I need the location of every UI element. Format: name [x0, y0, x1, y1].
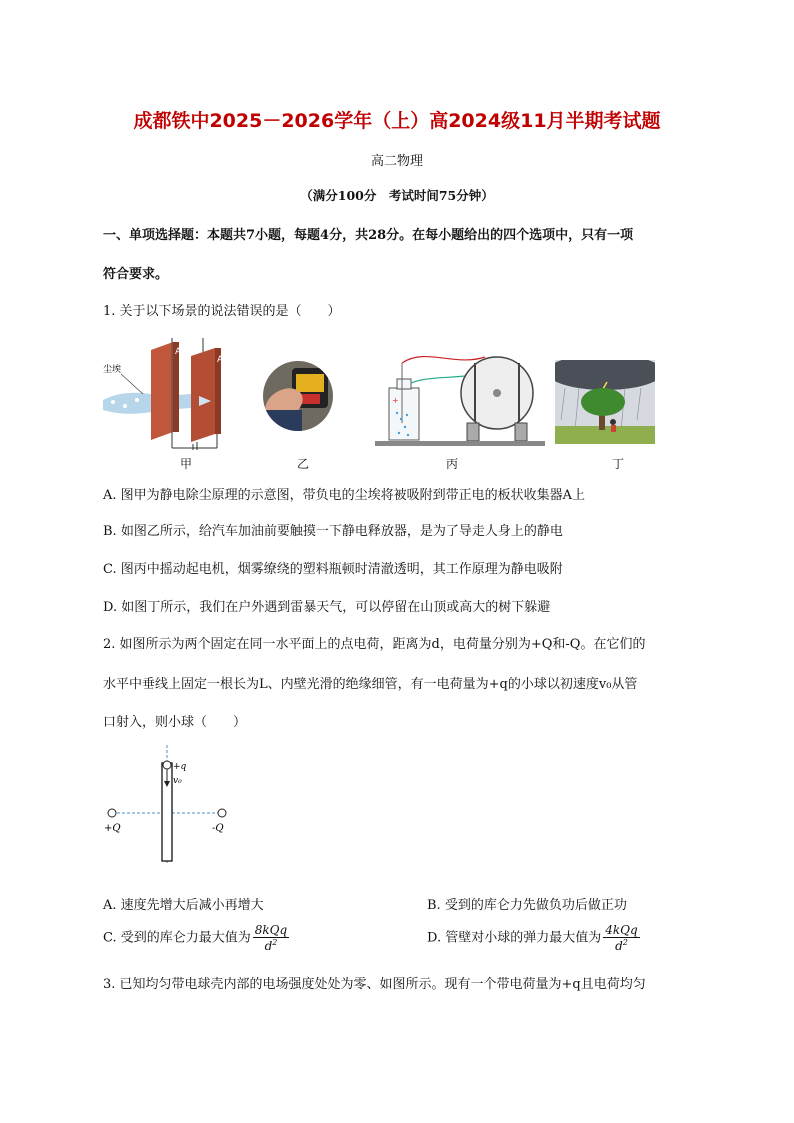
section-instructions-line1: 一、单项选择题：本题共7小题，每题4分，共28分。在每小题给出的四个选项中，只有一项	[103, 228, 634, 243]
q2-option-d	[427, 924, 640, 952]
label-v0: v₀	[173, 776, 182, 786]
q1-option-d: D. 如图丁所示，我们在户外遇到雷暴天气，可以停留在山顶或高大的树下躲避	[103, 600, 551, 615]
q2-stem-line2: 水平中垂线上固定一根长为L、内壁光滑的绝缘细管，有一电荷量为+q的小球以初速度v₀从管	[103, 677, 638, 692]
fraction-denominator: $d^2$	[264, 938, 278, 953]
figure-bing-electrostatic-machine	[375, 343, 545, 448]
q2-option-b: B. 受到的库仑力先做负功后做正功	[427, 898, 627, 913]
fraction-numerator: 8kQq	[254, 923, 288, 937]
subject-heading: 高二物理	[370, 154, 423, 169]
exam-meta: （满分100分 考试时间75分钟）	[300, 188, 494, 203]
caption-ding: 丁	[612, 457, 625, 471]
q2-option-c-fraction	[253, 924, 289, 952]
q1-option-b: B. 如图乙所示，给汽车加油前要触摸一下静电释放器，是为了导走人身上的静电	[103, 524, 563, 539]
caption-jia: 甲	[180, 457, 193, 471]
q1-option-c: C. 图丙中摇动起电机，烟雾缭绕的塑料瓶顿时清澈透明，其工作原理为静电吸附	[103, 562, 563, 577]
figure-jia-precipitator	[103, 330, 233, 450]
label-plus-Q: +Q	[104, 823, 121, 834]
exam-title: 成都铁中2025－2026学年（上）高2024级11月半期考试题	[133, 110, 661, 132]
caption-yi: 乙	[297, 457, 310, 471]
label-plus-q: +q	[173, 762, 187, 772]
q1-stem: 1. 关于以下场景的说法错误的是（ ）	[103, 304, 341, 319]
plate-label-a1: A	[175, 347, 182, 357]
figure-q2-charges-tube	[100, 745, 240, 865]
label-minus-Q: -Q	[212, 823, 224, 834]
q2-option-c-text: C. 受到的库仑力最大值为	[103, 930, 251, 946]
figure-yi-discharger	[262, 360, 334, 432]
q2-option-c	[103, 924, 289, 952]
fraction-denominator: $d^2$	[615, 938, 628, 953]
q1-option-a: A. 图甲为静电除尘原理的示意图，带负电的尘埃将被吸附到带正电的板状收集器A上	[103, 488, 586, 503]
caption-bing: 丙	[446, 457, 459, 471]
q3-stem-line1: 3. 已知均匀带电球壳内部的电场强度处处为零、如图所示。现有一个带电荷量为+q且电荷均匀	[103, 977, 646, 992]
q2-option-a: A. 速度先增大后减小再增大	[103, 898, 264, 913]
q2-option-d-text: D. 管壁对小球的弹力最大值为	[427, 930, 602, 946]
q2-stem-line3: 口射入，则小球（ ）	[103, 715, 247, 730]
fraction-numerator: 4kQq	[605, 923, 638, 937]
q2-option-d-fraction	[603, 924, 639, 952]
svg-text:+: +	[392, 396, 399, 405]
figure-ding-thunderstorm	[555, 360, 655, 444]
q2-stem-line1: 2. 如图所示为两个固定在同一水平面上的点电荷，距离为d，电荷量分别为+Q和-Q。在它们的	[103, 637, 646, 652]
dust-label: 尘埃	[103, 365, 122, 375]
section-instructions-line2: 符合要求。	[103, 267, 169, 282]
plate-label-a2: A	[217, 355, 224, 365]
